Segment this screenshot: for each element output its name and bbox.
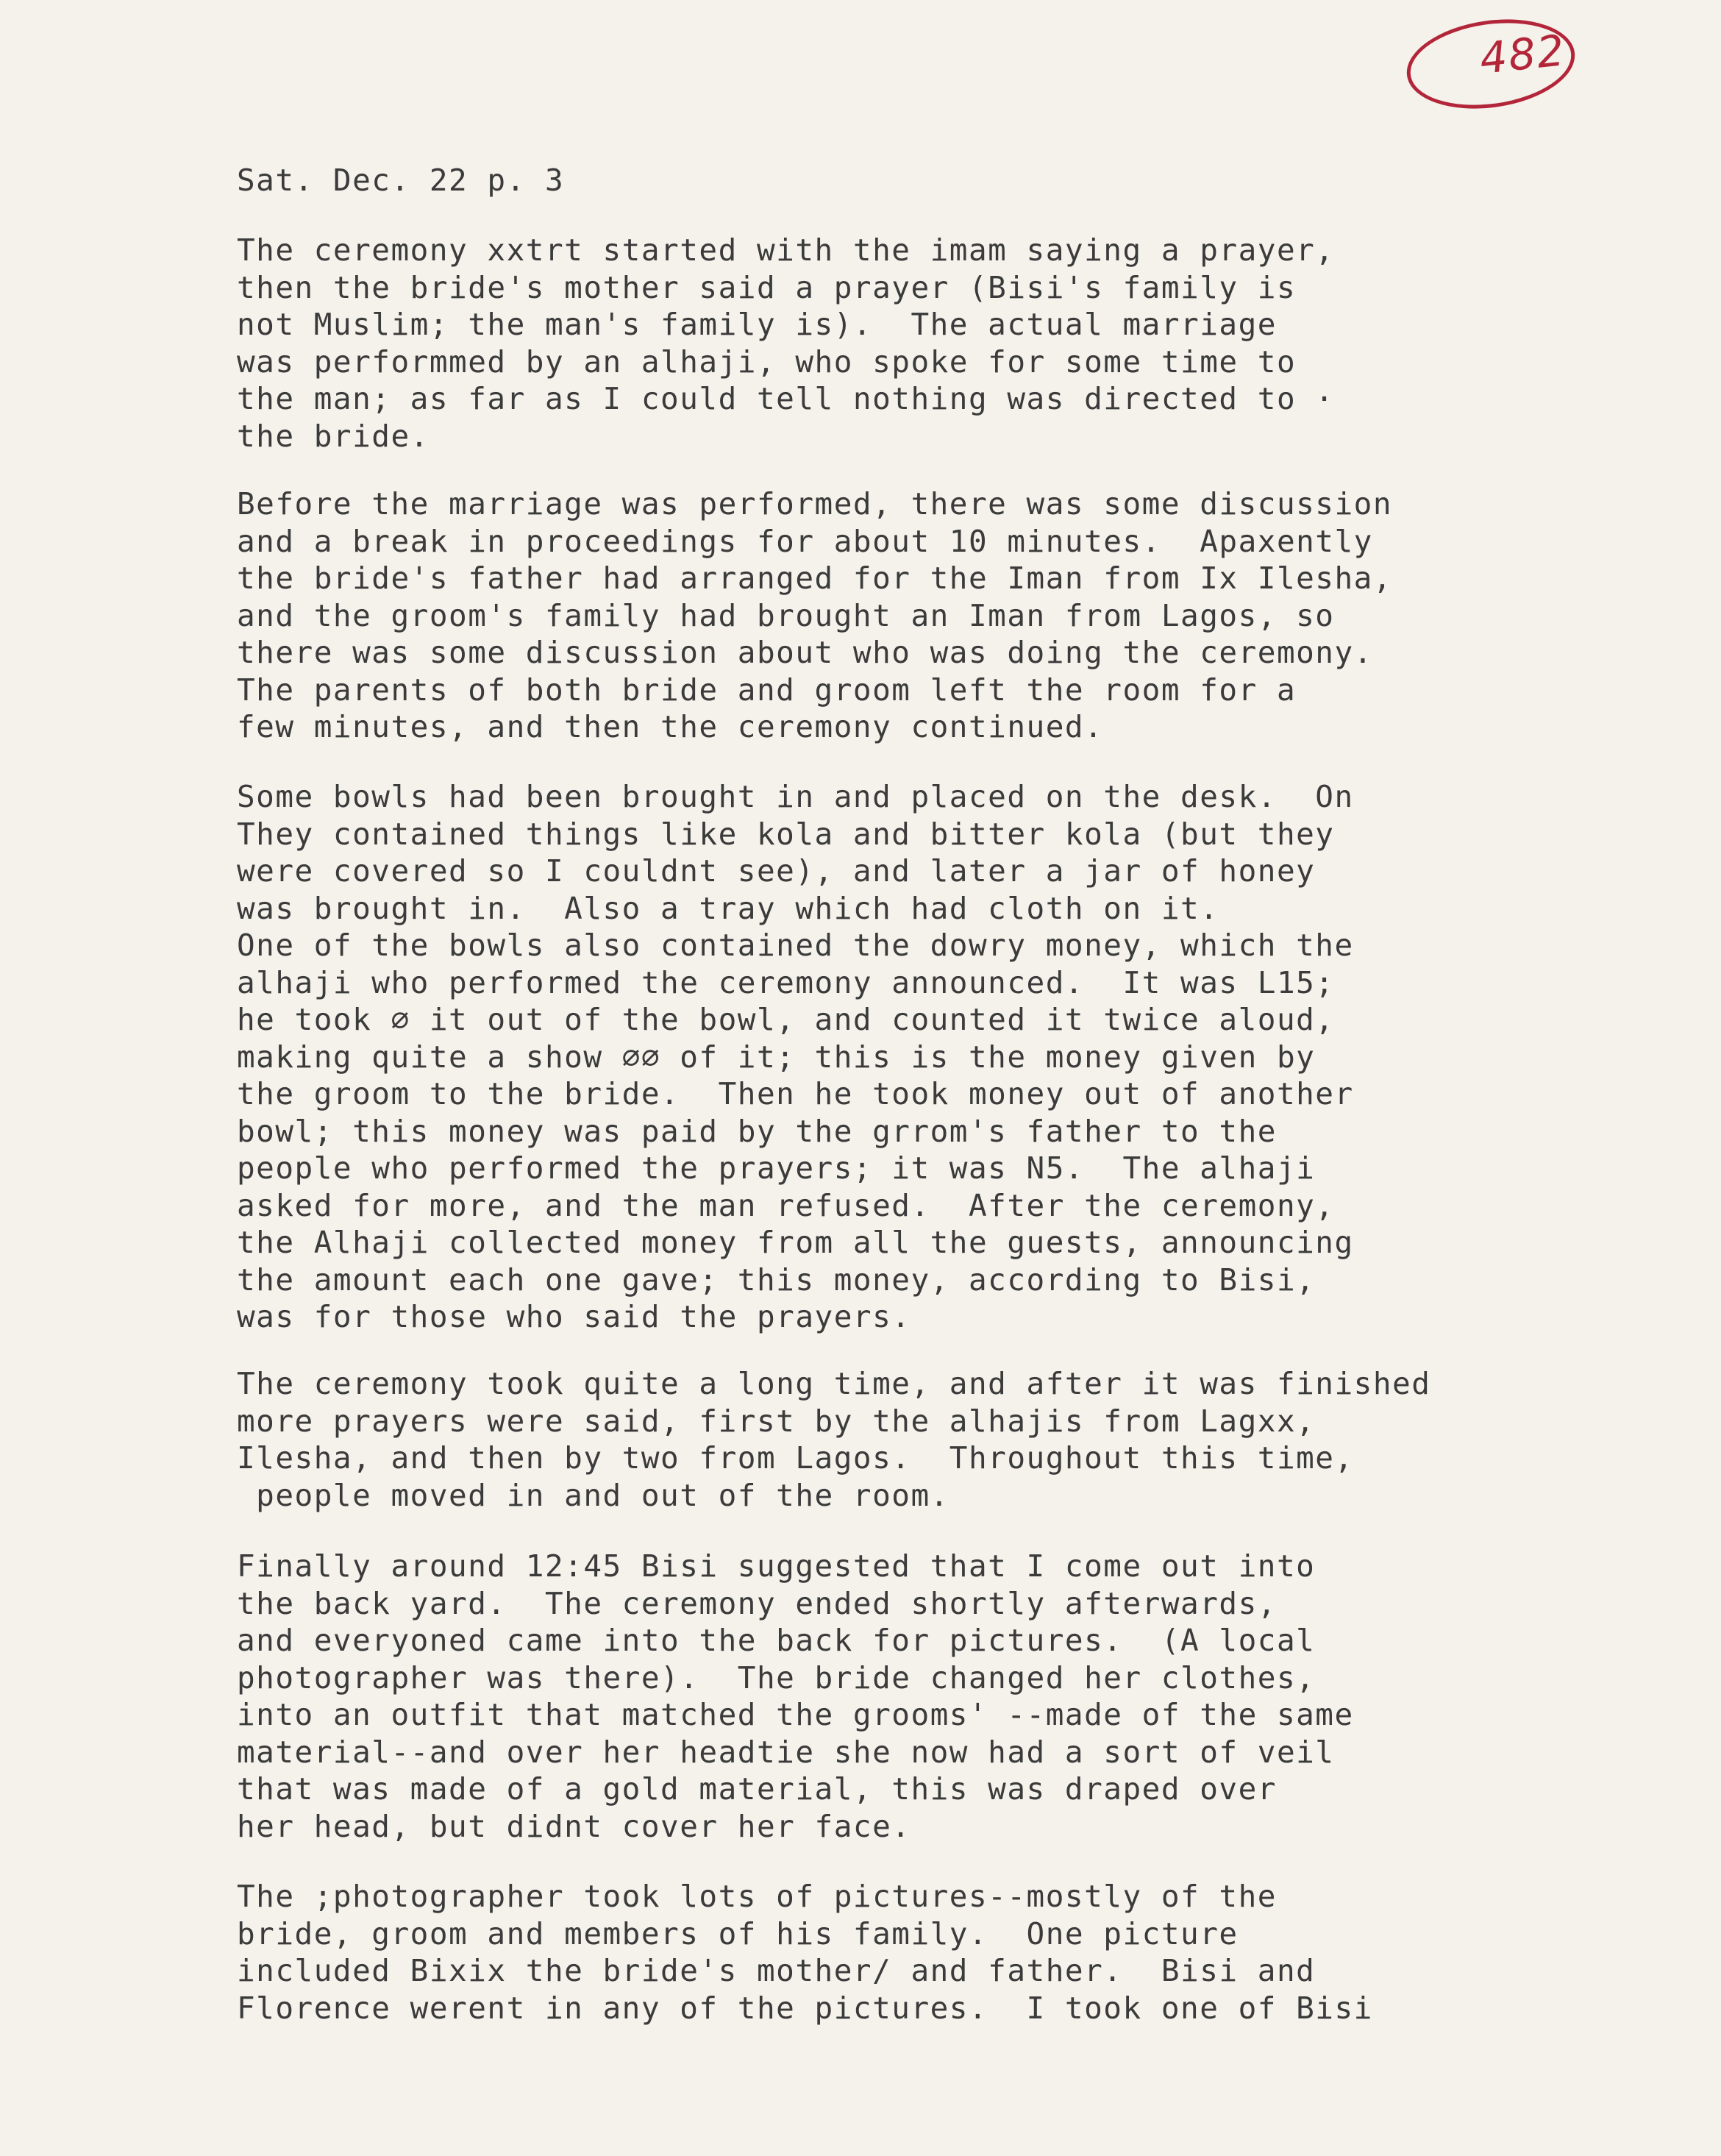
paragraph-1: The ceremony xxtrt started with the imam saying a prayer, then the bride's mother said a prayer (Bisi's family is not Muslim; the man's family is). The actual marriage was performmed by an alhaji, who spoke for some time to the man; as far as I could tell nothing was directed to · the bride. (237, 232, 1335, 454)
page-header: Sat. Dec. 22 p. 3 (237, 163, 565, 198)
page-number: 482 (1477, 25, 1568, 84)
paragraph-5: Finally around 12:45 Bisi suggested that I come out into the back yard. The ceremony ended shortly afterwards, and everyoned came into the back for pictures. (A local photographer was there). The bride changed her clothes, into an outfit that matched the grooms' --made of the same material--and over her headtie she now had a sort of veil that was made of a gold material, this was draped over her head, but didnt cover her face. (237, 1548, 1354, 1844)
paragraph-2: Before the marriage was performed, there was some discussion and a break in proceedings for about 10 minutes. Apaxently the bride's father had arranged for the Iman from Ix Ilesha, and the groom's family had brought an Iman from Lagos, so there was some discussion about who was doing the ceremony. The parents of both bride and groom left the room for a few minutes, and then the ceremony continued. (237, 486, 1393, 744)
paragraph-3: Some bowls had been brought in and placed on the desk. On They contained things like kola and bitter kola (but they were covered so I couldnt see), and later a jar of honey was brought in. Also a tray which had cloth on it. One of the bowls also contained the dowry money, which the alhaji who performed the ceremony announced. It was L15; he took ⌀ it out of the bowl, and counted it twice aloud, making quite a show ⌀⌀ of it; this is the money given by the groom to the bride. Then he took money out of another bowl; this money was paid by the grrom's father to the people who performed the prayers; it was N5. The alhaji asked for more, and the man refused. After the ceremony, the Alhaji collected money from all the guests, announcing the amount each one gave; this money, according to Bisi, was for those who said the prayers. (237, 779, 1354, 1334)
paragraph-6: The ;photographer took lots of pictures--mostly of the bride, groom and members of his family. One picture included Bixix the bride's mother/ and father. Bisi and Florence werent in any of the pictures. I took one of Bisi (237, 1879, 1373, 2026)
paragraph-4: The ceremony took quite a long time, and after it was finished more prayers were said, first by the alhajis from Lagxx, Ilesha, and then by two from Lagos. Throughout this time, people moved in and out of the room. (237, 1366, 1431, 1513)
